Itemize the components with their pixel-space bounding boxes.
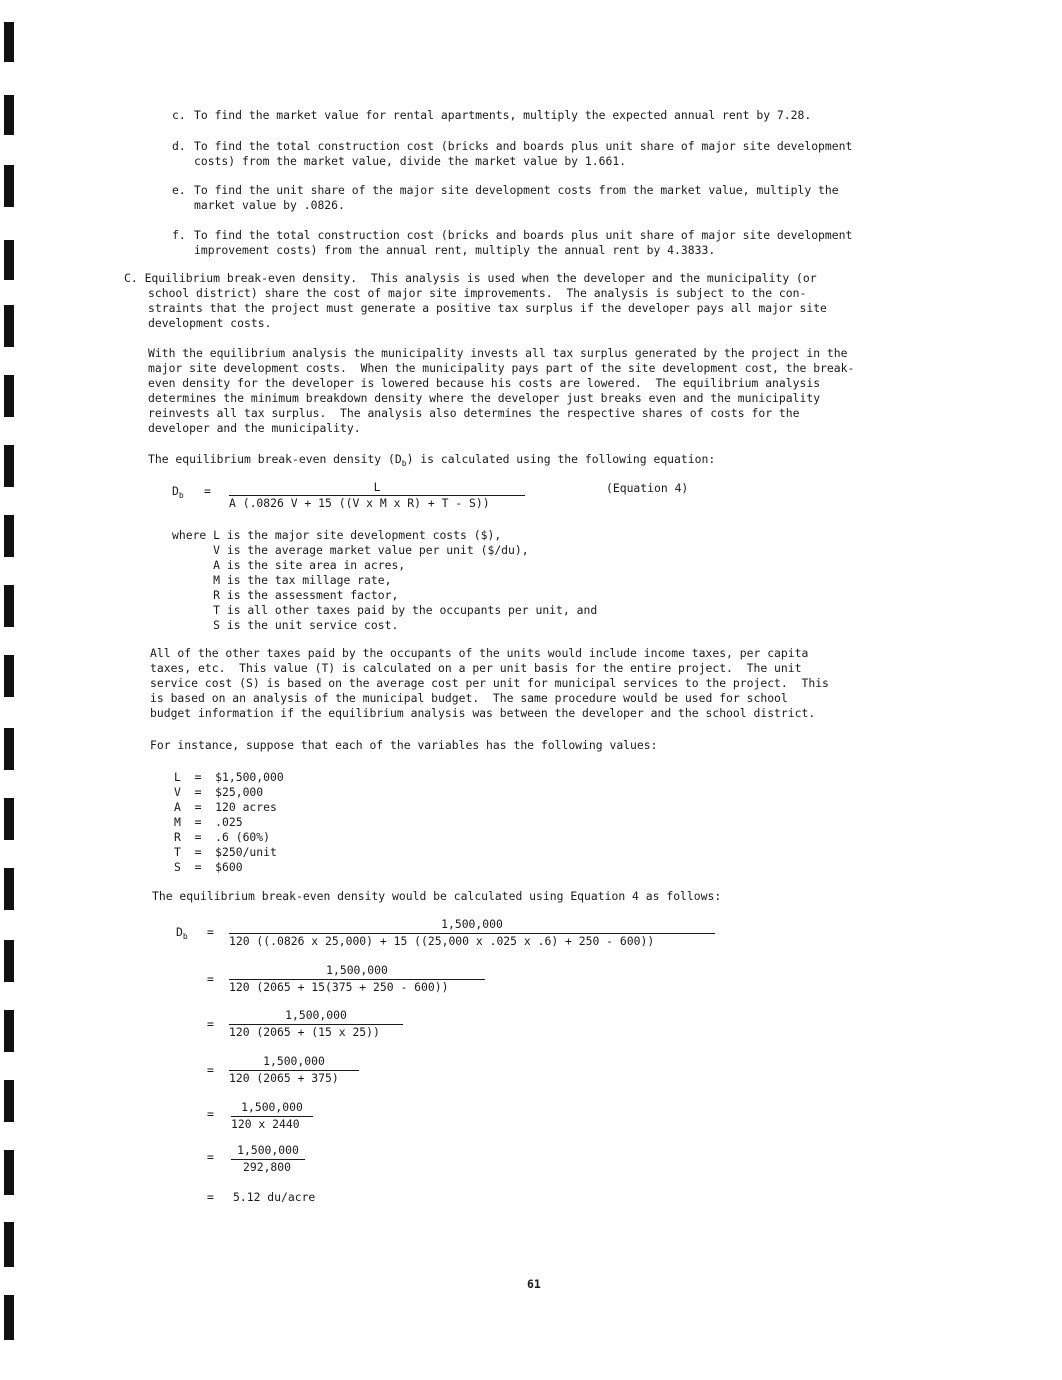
equals-sign: = <box>207 972 214 986</box>
calc-step-1 <box>229 917 715 951</box>
text-line: even density for the developer is lowered because his costs are lowered. The equilibrium analysis <box>148 376 821 390</box>
edge-mark <box>4 375 14 417</box>
list-text: To find the total construction cost (bricks and boards plus unit share of major site development <box>194 228 853 242</box>
text-line: major site development costs. When the municipality pays part of the site development cost, the break- <box>148 361 855 375</box>
denominator: 120 (2065 + 375) <box>229 1071 339 1085</box>
numerator: L <box>373 480 381 494</box>
edge-mark <box>4 305 14 347</box>
text-line: determines the minimum breakdown density where the developer just breaks even and the municipality <box>148 391 821 405</box>
equation-label: (Equation 4) <box>606 481 689 495</box>
list-text: To find the unit share of the major site development costs from the market value, multiply the <box>194 183 839 197</box>
numerator: 1,500,000 <box>263 1054 325 1068</box>
calc-step-2 <box>229 963 485 997</box>
denominator: 120 (2065 + 15(375 + 250 - 600)) <box>229 980 449 994</box>
instance-intro: For instance, suppose that each of the variables has the following values: <box>150 738 658 752</box>
text-line: reinvests all tax surplus. The analysis also determines the respective shares of costs for the <box>148 406 800 420</box>
where-line: where L is the major site development costs ($), <box>172 528 502 542</box>
equals-sign: = <box>207 1017 214 1031</box>
edge-mark <box>4 95 14 135</box>
denominator: A (.0826 V + 15 ((V x M x R) + T - S)) <box>229 496 490 510</box>
where-line: M is the tax millage rate, <box>172 573 392 587</box>
equals-sign: = <box>207 925 214 939</box>
edge-mark <box>4 240 14 280</box>
calc-intro: The equilibrium break-even density would be calculated using Equation 4 as follows: <box>152 889 722 903</box>
page-number: 61 <box>527 1277 541 1291</box>
where-line: S is the unit service cost. <box>172 618 399 632</box>
list-label: c. <box>172 108 186 122</box>
list-label: d. <box>172 139 186 153</box>
numerator: 1,500,000 <box>441 917 503 931</box>
list-text: costs) from the market value, divide the market value by 1.661. <box>194 154 627 168</box>
calc-step-4 <box>229 1054 359 1088</box>
numerator: 1,500,000 <box>241 1100 303 1114</box>
text-line: is based on an analysis of the municipal budget. The same procedure would be used for school <box>150 691 788 705</box>
variable-value: A = 120 acres <box>174 800 277 814</box>
subscript: b <box>401 459 407 468</box>
text-line: school district) share the cost of major site improvements. The analysis is subject to the con- <box>148 286 807 300</box>
edge-mark <box>4 868 14 910</box>
equals-sign: = <box>207 1107 214 1121</box>
variable-values <box>174 770 284 875</box>
equation-lhs <box>172 484 184 503</box>
variable-value: V = $25,000 <box>174 785 264 799</box>
variable-value: T = $250/unit <box>174 845 277 859</box>
variable-value: S = $600 <box>174 860 243 874</box>
edge-mark <box>4 940 14 982</box>
denominator: 120 (2065 + (15 x 25)) <box>229 1025 380 1039</box>
edge-mark <box>4 728 14 770</box>
equals-sign: = <box>207 1063 214 1077</box>
calc-lhs <box>176 925 188 944</box>
where-list <box>172 528 597 633</box>
edge-mark <box>4 165 14 207</box>
edge-mark <box>4 515 14 557</box>
edge-mark <box>4 22 14 62</box>
symbol: D <box>172 484 179 498</box>
list-text: improvement costs) from the annual rent, multiply the annual rent by 4.3833. <box>194 243 716 257</box>
numerator: 1,500,000 <box>326 963 388 977</box>
symbol: D <box>176 925 183 939</box>
subscript: b <box>182 932 188 941</box>
text-run: ) is calculated using the following equation: <box>406 452 716 466</box>
edge-mark <box>4 798 14 840</box>
variable-value: M = .025 <box>174 815 243 829</box>
denominator: 120 ((.0826 x 25,000) + 15 ((25,000 x .025 x .6) + 250 - 600)) <box>229 934 655 948</box>
edge-mark <box>4 585 14 627</box>
calc-step-3 <box>229 1008 403 1042</box>
edge-mark <box>4 1080 14 1122</box>
edge-mark <box>4 1150 14 1195</box>
subscript: b <box>178 491 184 500</box>
where-line: R is the assessment factor, <box>172 588 399 602</box>
text-line: All of the other taxes paid by the occupants of the units would include income taxes, per capita <box>150 646 809 660</box>
text-line: budget information if the equilibrium analysis was between the developer and the school district. <box>150 706 816 720</box>
text-line: development costs. <box>148 316 272 330</box>
numerator: 1,500,000 <box>285 1008 347 1022</box>
list-label: f. <box>172 228 186 242</box>
variable-value: L = $1,500,000 <box>174 770 284 784</box>
text-line: With the equilibrium analysis the municipality invests all tax surplus generated by the project in the <box>148 346 848 360</box>
text-line: developer and the municipality. <box>148 421 361 435</box>
text-line: service cost (S) is based on the average cost per unit for municipal services to the project. This <box>150 676 829 690</box>
list-text: To find the market value for rental apartments, multiply the expected annual rent by 7.28. <box>194 108 812 122</box>
denominator: 120 x 2440 <box>231 1117 300 1131</box>
equation-intro <box>148 452 715 471</box>
denominator: 292,800 <box>243 1160 292 1174</box>
text-line: taxes, etc. This value (T) is calculated on a per unit basis for the entire project. The unit <box>150 661 802 675</box>
edge-mark <box>4 445 14 487</box>
edge-mark <box>4 1222 14 1267</box>
where-line: V is the average market value per unit ($/du), <box>172 543 529 557</box>
variable-value: R = .6 (60%) <box>174 830 271 844</box>
edge-mark <box>4 1295 14 1340</box>
list-label: e. <box>172 183 186 197</box>
calc-result: 5.12 du/acre <box>233 1190 316 1204</box>
text-line: C. Equilibrium break-even density. This analysis is used when the developer and the municipality (or <box>124 271 817 285</box>
calc-step-6 <box>231 1143 305 1177</box>
calc-step-5 <box>231 1100 313 1134</box>
equals-sign: = <box>204 484 211 498</box>
list-text: To find the total construction cost (bricks and boards plus unit share of major site development <box>194 139 853 153</box>
text-line: straints that the project must generate a positive tax surplus if the developer pays all major site <box>148 301 827 315</box>
equals-sign: = <box>207 1150 214 1164</box>
list-text: market value by .0826. <box>194 198 345 212</box>
numerator: 1,500,000 <box>237 1143 299 1157</box>
equation-fraction <box>229 478 525 512</box>
equals-sign: = <box>207 1190 214 1204</box>
where-line: A is the site area in acres, <box>172 558 406 572</box>
edge-mark <box>4 1010 14 1052</box>
edge-mark <box>4 655 14 697</box>
where-line: T is all other taxes paid by the occupants per unit, and <box>172 603 598 617</box>
text-run: The equilibrium break-even density (D <box>148 452 402 466</box>
